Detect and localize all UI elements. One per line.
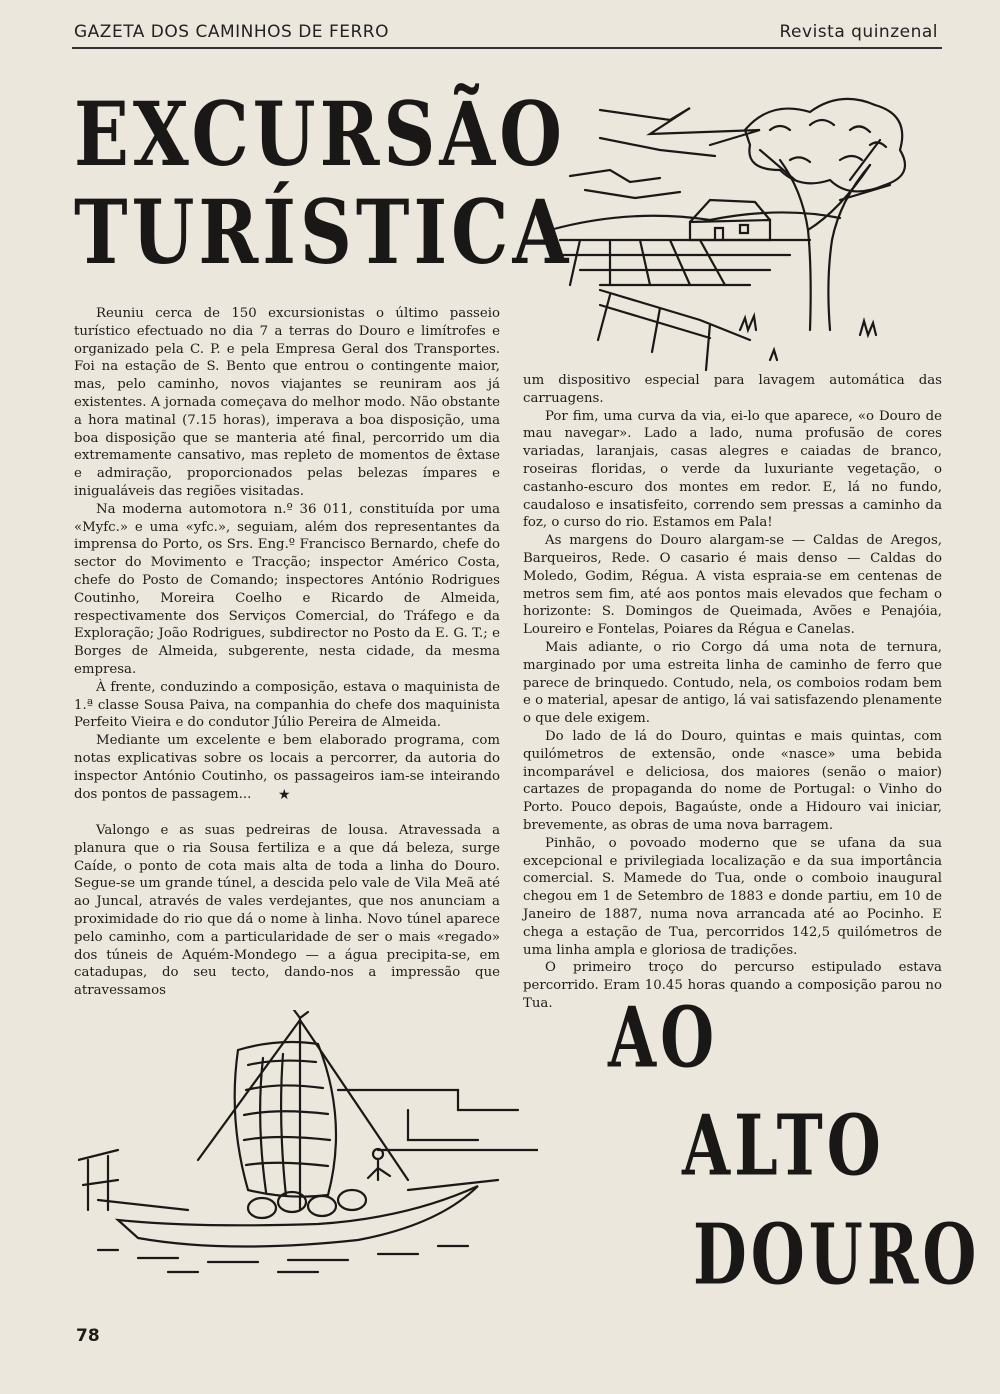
article-title-line-2: TURÍSTICA [74,180,573,284]
paragraph: À frente, conduzindo a composição, estava o maquinista de 1.ª classe Sousa Paiva, na companhia do chefe dos maquinista Perfeito Vieira e do condutor Júlio Pereira de Almeida. [74,679,500,731]
section-title-line-3: DOURO [693,1205,981,1304]
paragraph: Do lado de lá do Douro, quintas e mais quintas, com quilómetros de extensão, onde «nasce» uma bebida incomparável e deliciosa, dos maiores (senão o maior) cartazes de propaganda do nome de Portugal: o Vinho do Porto. Pouco depois, Bagaúste, onde a Hidouro vai iniciar, brevemente, as obras de uma nova barragem. [523,728,942,833]
countryside-illustration [540,90,920,375]
paragraph: Valongo e as suas pedreiras de lousa. Atravessada a planura que o ria Sousa fertiliza e a que dá beleza, surge Caíde, o ponto de cota mais alta de toda a linha do Douro. Segue-se um grande túnel, a descida pelo vale de Vila Meã até ao Juncal, através de vales verdejantes, que nos anunciam a proximidade do rio que dá o nome à linha. Novo túnel aparece pelo caminho, com a particularidade de ser o mais «regado» dos túneis de Aquém-Mondego — a água precipita-se, em catadupas, do seu tecto, dando-nos a impressão que atravessamos [74,823,500,999]
paragraph: um dispositivo especial para lavagem automática das carruagens. [523,373,942,406]
paragraph: Pinhão, o povoado moderno que se ufana da sua excepcional e privilegiada localização e da sua importância comercial. S. Mamede do Tua, onde o comboio inaugural chegou em 1 de Setembro de 1883 e donde partiu, em 10 de Janeiro de 1887, numa nova arrancada até ao Pocinho. E chega a estação de Tua, percorridos 142,5 quilómetros de uma linha ampla e gloriosa de tradições. [523,835,942,958]
page-number: 78 [76,1326,100,1346]
section-title-line-1: AO [608,988,719,1087]
header-rule [72,47,942,49]
paragraph: Por fim, uma curva da via, ei-lo que aparece, «o Douro de mau navegar». Lado a lado, numa profusão de cores variadas, laranjais, casas alegres e caiadas de branco, roseiras floridas, o verde da luxuriante vegetação, o castanho-escuro dos montes em redor. E, lá no fundo, caudaloso e insatisfeito, correndo sem pressas a caminho da foz, o curso do rio. Estamos em Pala! [523,408,942,531]
paragraph: Reuniu cerca de 150 excursionistas o último passeio turístico efectuado no dia 7 a terras do Douro e limítrofes e organizado pela C. P. e pela Empresa Geral dos Transportes. Foi na estação de S. Bento que entrou o contingente maior, mas, pelo caminho, novos viajantes se reuniram aos já existentes. A jornada começava do melhor modo. Não obstante a hora matinal (7.15 horas), imperava a boa disposição, uma boa disposição que se manteria até final, percorrido um dia extremamente cansativo, mas repleto de momentos de êxtase e admiração, proporcionados pelas belezas ímpares e inigualáveis das regiões visitadas. [74,306,500,499]
paragraph: Mais adiante, o rio Corgo dá uma nota de ternura, marginado por uma estreita linha de caminho de ferro que parece de brinquedo. Contudo, nela, os comboios rodam bem e o material, apesar de antigo, lá vai satisfazendo plenamente o que dele exigem. [523,639,942,727]
magazine-title: GAZETA DOS CAMINHOS DE FERRO [74,22,389,42]
rabelo-boat-illustration [78,1010,538,1280]
paragraph: O primeiro troço do percurso estipulado estava percorrido. Eram 10.45 horas quando a composição parou no Tua. [523,960,942,1011]
article-title-line-1: EXCURSÃO [74,82,566,186]
section-title-line-2: ALTO [682,1096,885,1195]
article-column-left-top [74,305,500,803]
paragraph: Na moderna automotora n.º 36 011, constituída por uma «Myfc.» e uma «yfc.», seguiam, além dos representantes da imprensa do Porto, os Srs. Eng.º Francisco Bernardo, chefe do sector do Movimento e Tracção; inspector Américo Costa, chefe do Posto de Comando; inspectores António Rodrigues Coutinho, Moreira Coelho e Ricardo de Almeida, respectivamente dos Serviços Comercial, do Tráfego e da Exploração; João Rodrigues, subdirector no Posto da E. G. T.; e Borges de Almeida, subgerente, nesta cidade, da mesma empresa. [74,501,500,677]
article-column-left-bottom [74,822,500,1000]
paragraph: Mediante um excelente e bem elaborado programa, com notas explicativas sobre os locais a percorrer, da autoria do inspector António Coutinho, os passageiros iam-se inteirando dos pontos de passagem... [74,733,500,802]
section-separator-star: ★ [278,787,291,803]
paragraph: As margens do Douro alargam-se — Caldas de Aregos, Barqueiros, Rede. O casario é mais denso — Caldas do Moledo, Godim, Régua. A vista espraia-se em centenas de metros sem fim, até aos pontos mais elevados que fecham o horizonte: S. Domingos de Queimada, Avões e Penajóia, Loureiro e Fontelas, Poiares da Régua e Canelas. [523,533,942,638]
article-column-right [523,372,942,1013]
magazine-subtitle: Revista quinzenal [779,22,938,42]
